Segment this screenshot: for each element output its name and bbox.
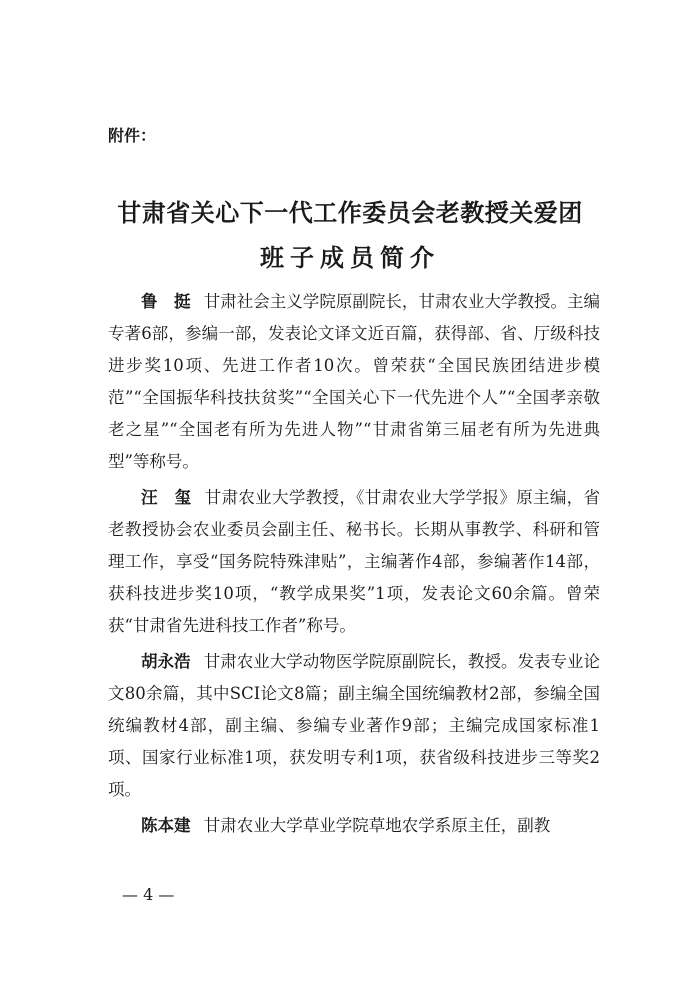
- member-name: 胡永浩: [141, 652, 191, 671]
- document-title-line-1: 甘肃省关心下一代工作委员会老教授关爱团: [117, 198, 583, 227]
- attachment-label: 附件：: [108, 126, 157, 145]
- member-description: 甘肃农业大学教授，《甘肃农业大学学报》原主编，省老教授协会农业委员会副主任、秘书长。长期从事教学、科研和管理工作，享受“国务院特殊津贴”，主编著作4部，参编著作14部，获科技进步奖10项，“教学成果奖”1项，发表论文60余篇。曾荣获“甘肃省先进科技工作者”称号。: [108, 488, 601, 635]
- member-name: 陈本建: [141, 816, 191, 835]
- document-body: [108, 286, 600, 846]
- member-description: 甘肃农业大学草业学院草地农学系原主任，副教: [203, 816, 551, 835]
- member-name: 鲁 挺: [141, 292, 191, 311]
- member-paragraph: [108, 810, 600, 842]
- document-title-line-2: 班子成员简介: [260, 243, 440, 272]
- member-paragraph: [108, 286, 600, 478]
- member-name: 汪 玺: [141, 488, 192, 507]
- member-description: 甘肃社会主义学院原副院长，甘肃农业大学教授。主编专著6部，参编一部，发表论文译文近百篇，获得部、省、厅级科技进步奖10项、先进工作者10次。曾荣获“全国民族团结进步模范”“全国振华科技扶贫奖”“全国关心下一代先进个人”“全国孝亲敬老之星”“全国老有所为先进人物”“甘肃省第三届老有所为先进典型”等称号。: [108, 292, 601, 471]
- member-description: 甘肃农业大学动物医学院原副院长，教授。发表专业论文80余篇，其中SCI论文8篇；副主编全国统编教材2部，参编全国统编教材4部，副主编、参编专业著作9部；主编完成国家标准1项、国家行业标准1项，获发明专利1项，获省级科技进步三等奖2项。: [108, 652, 601, 799]
- member-paragraph: [108, 482, 600, 642]
- member-paragraph: [108, 646, 600, 806]
- page-number: — 4 —: [122, 885, 175, 904]
